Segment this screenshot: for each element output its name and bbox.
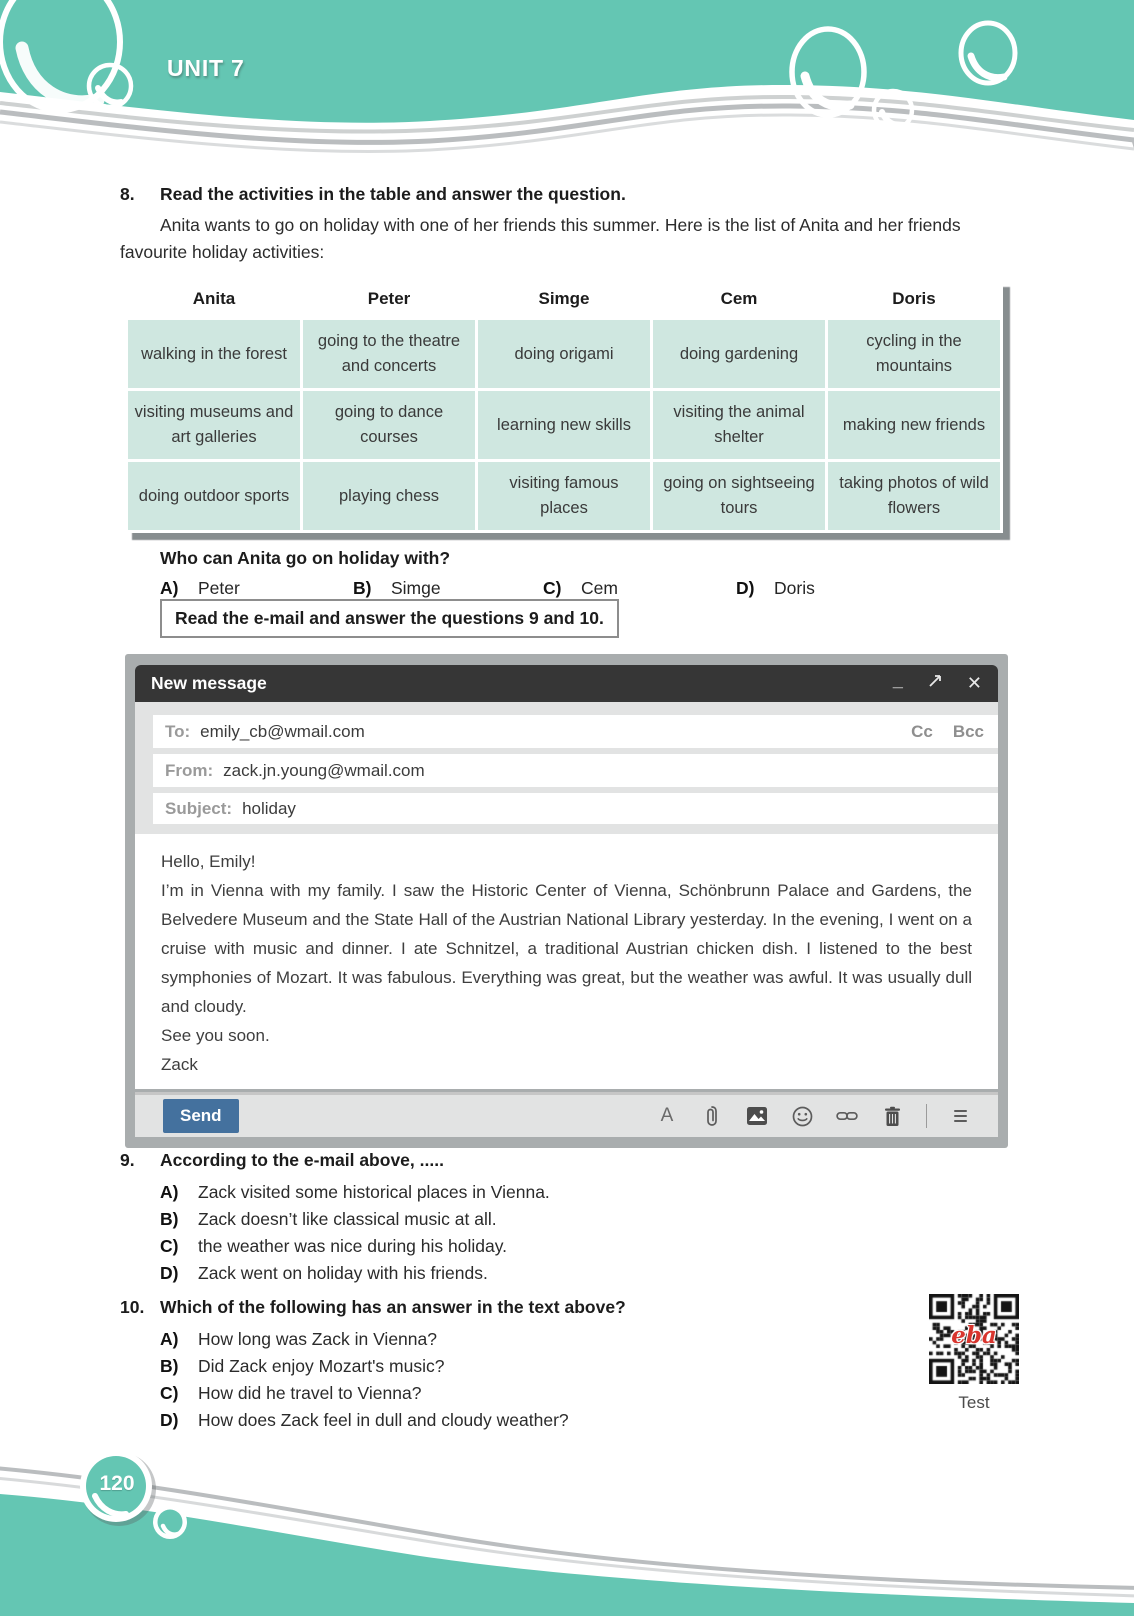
qr-code [929,1294,1019,1384]
question-8-question: Who can Anita go on holiday with? [160,548,451,568]
option-a: A) Zack visited some historical places in Vienna. [160,1182,550,1202]
option-b: B) Did Zack enjoy Mozart's music? [160,1356,445,1376]
unit-title: UNIT 7 [167,55,245,81]
table-row [128,391,1000,459]
question-10-number: 10. [120,1297,145,1317]
activities-table [125,280,1003,533]
question-8-intro: Anita wants to go on holiday with one of her friends this summer. Here is the list of Anita and her friends favourite holiday activities: [120,215,961,262]
from-field[interactable] [153,754,998,787]
question-10-prompt: Which of the following has an answer in the text above? [160,1297,626,1317]
from-label: From: [165,760,214,780]
image-icon[interactable] [746,1105,768,1127]
expand-icon[interactable] [927,673,943,694]
page-number: 120 [99,1472,135,1495]
toolbar-divider [926,1104,927,1128]
activity-cell: going to dance courses [303,391,475,459]
option-a: A) How long was Zack in Vienna? [160,1329,437,1349]
link-icon[interactable] [836,1105,858,1127]
to-field[interactable] [153,715,998,748]
email-greeting: Hello, Emily! [161,852,256,871]
table-row [128,320,1000,388]
send-button[interactable]: Send [163,1099,239,1133]
option-d: D) How does Zack feel in dull and cloudy weather? [160,1410,569,1430]
person-header: Cem [653,283,825,317]
question-8-number: 8. [120,184,135,204]
activity-cell: playing chess [303,462,475,530]
cc-button[interactable]: Cc [911,721,933,741]
to-label: To: [165,721,191,741]
option-c: C) Cem [543,578,618,598]
table-row [128,462,1000,530]
person-header: Peter [303,283,475,317]
attachment-icon[interactable] [701,1105,723,1127]
menu-icon[interactable] [950,1105,972,1127]
activity-cell: doing gardening [653,320,825,388]
qr-caption: Test [958,1393,990,1412]
question-8-options [160,578,1010,599]
instruction-box: Read the e-mail and answer the questions 9 and 10. [160,599,619,638]
emoji-icon[interactable] [791,1105,813,1127]
email-body[interactable] [135,834,998,1089]
activity-cell: doing outdoor sports [128,462,300,530]
from-value[interactable]: zack.jn.young@wmail.com [223,760,425,780]
email-window-title: New message [151,673,267,693]
option-b: B) Zack doesn’t like classical music at all. [160,1209,497,1229]
activity-cell: going to the theatre and concerts [303,320,475,388]
activity-cell: walking in the forest [128,320,300,388]
option-c: C) the weather was nice during his holiday. [160,1236,508,1256]
option-a: A) Peter [160,578,240,598]
option-d: D) Doris [736,578,815,598]
subject-label: Subject: [165,798,233,818]
qr-block [929,1294,1019,1413]
email-fields [135,702,998,834]
trash-icon[interactable] [881,1105,903,1127]
eba-logo: eba [951,1322,997,1349]
question-8-prompt: Read the activities in the table and answer the question. [160,184,626,204]
email-signature: Zack [161,1055,198,1074]
question-9-number: 9. [120,1150,135,1170]
activity-cell: learning new skills [478,391,650,459]
activity-cell: cycling in the mountains [828,320,1000,388]
subject-field[interactable] [153,793,998,824]
footer-wave-decoration [0,1406,1134,1616]
option-d: D) Zack went on holiday with his friends. [160,1263,488,1283]
person-header: Simge [478,283,650,317]
email-compose-window [125,654,1008,1148]
format-icon[interactable]: A [660,1105,674,1126]
option-c: C) How did he travel to Vienna? [160,1383,422,1403]
activity-cell: doing origami [478,320,650,388]
question-9-prompt: According to the e-mail above, ..... [160,1150,444,1170]
person-header: Doris [828,283,1000,317]
question-9-options [160,1179,1010,1287]
activity-cell: taking photos of wild flowers [828,462,1000,530]
minimize-icon[interactable]: _ [892,669,903,690]
question-9 [120,1150,1010,1287]
email-signoff: See you soon. [161,1026,270,1045]
email-toolbar [135,1092,998,1137]
activity-cell: visiting museums and art galleries [128,391,300,459]
email-titlebar [135,665,998,702]
subject-value[interactable]: holiday [242,798,296,818]
table-header-row [128,283,1000,317]
close-icon[interactable]: ✕ [966,673,982,693]
option-b: B) Simge [353,578,441,598]
person-header: Anita [128,283,300,317]
activity-cell: visiting the animal shelter [653,391,825,459]
email-paragraph: I’m in Vienna with my family. I saw the Historic Center of Vienna, Schönbrunn Palace and Gardens, the Belvedere Museum and the State Hall of the Austrian National Library yesterday. In the evening, I went on a cruise with music and dinner. I ate Schnitzel, a traditional Austrian chicken dish. I listened to the best symphonies of Mozart. It was fabulous. Everything was great, but the weather was awful. It was usually dull and cloudy. [161,881,972,1016]
activity-cell: making new friends [828,391,1000,459]
bcc-button[interactable]: Bcc [952,721,984,741]
activity-cell: going on sightseeing tours [653,462,825,530]
question-8 [120,184,1010,599]
to-value[interactable]: emily_cb@wmail.com [200,721,365,741]
header-wave-decoration [0,0,1134,172]
activity-cell: visiting famous places [478,462,650,530]
